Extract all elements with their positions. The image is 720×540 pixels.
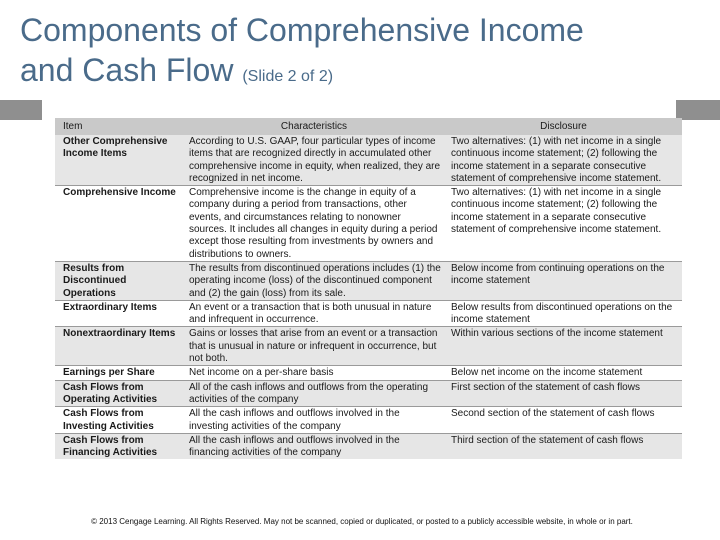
components-table — [55, 118, 682, 459]
row-item: Extraordinary Items — [63, 301, 157, 313]
copyright-footer: © 2013 Cengage Learning. All Rights Reserved. May not be scanned, copied or duplicated, or posted to a publicly accessible website, in whole or in part. — [91, 517, 633, 526]
row-characteristics: An event or a transaction that is both unusual in nature and infrequent in occurrence. — [189, 301, 432, 326]
row-characteristics: Comprehensive income is the change in equity of a company during a period from transactions, other events, and circumstances relating to nonowner sources. It includes all changes in equity during a period except those resulting from investments by owners and distributions to owners. — [189, 187, 438, 260]
row-characteristics: All the cash inflows and outflows involved in the investing activities of the company — [189, 408, 400, 432]
row-characteristics: All the cash inflows and outflows involved in the financing activities of the company — [189, 434, 400, 459]
row-disclosure: Two alternatives: (1) with net income in a single continuous income statement; (2) following the income statement in a separate consecutive statement of comprehensive income statement. — [451, 187, 662, 236]
header-disclosure: Disclosure — [540, 121, 587, 132]
row-characteristics: According to U.S. GAAP, four particular types of income items that are recognized directly in accumulated other comprehensive income in equity, when realized, they are recognized in net income. — [189, 136, 441, 184]
table-row — [55, 407, 682, 434]
accent-bar-right — [676, 100, 720, 120]
row-characteristics: Gains or losses that arise from an event or a transaction that is unusual in nature or infrequent in occurrence, but not both. — [189, 328, 438, 365]
table-row — [55, 366, 682, 380]
accent-bar-left — [0, 100, 42, 120]
row-disclosure: Third section of the statement of cash flows — [451, 434, 644, 446]
row-item: Nonextraordinary Items — [63, 328, 176, 340]
row-characteristics: Net income on a per-share basis — [189, 367, 334, 379]
table-row — [55, 433, 682, 459]
slide-title — [20, 10, 700, 97]
header-item: Item — [63, 121, 83, 132]
title-subtitle: (Slide 2 of 2) — [242, 68, 334, 85]
row-disclosure: Below results from discontinued operations on the income statement — [451, 301, 673, 326]
row-disclosure: Below net income on the income statement — [451, 367, 643, 379]
header-characteristics: Characteristics — [280, 121, 348, 132]
table-row — [55, 327, 682, 366]
table-row — [55, 261, 682, 300]
title-line-2-main: and Cash Flow — [20, 52, 234, 88]
row-item: Comprehensive Income — [63, 187, 176, 199]
row-item: Cash Flows from Investing Activities — [63, 408, 154, 432]
row-disclosure: Second section of the statement of cash flows — [451, 408, 655, 420]
row-item: Other Comprehensive Income Items — [63, 136, 168, 160]
row-item: Results from Discontinued Operations — [63, 262, 127, 299]
table-header-row — [55, 118, 682, 135]
row-item: Cash Flows from Operating Activities — [63, 381, 158, 405]
row-characteristics: All of the cash inflows and outflows from the operating activities of the company — [189, 381, 429, 405]
table-row — [55, 300, 682, 327]
row-disclosure: Below income from continuing operations on the income statement — [451, 262, 665, 287]
row-disclosure: Within various sections of the income statement — [451, 328, 663, 340]
row-characteristics: The results from discontinued operations includes (1) the operating income (loss) of the discontinued component and (2) the gain (loss) from its sale. — [189, 262, 441, 299]
table-row — [55, 186, 682, 262]
components-table-image — [55, 118, 682, 508]
row-item: Cash Flows from Financing Activities — [63, 434, 158, 459]
table-row — [55, 135, 682, 186]
row-item: Earnings per Share — [63, 367, 155, 379]
title-line-1: Components of Comprehensive Income — [20, 12, 584, 48]
table-row — [55, 380, 682, 407]
title-line-2 — [20, 50, 700, 97]
row-disclosure: Two alternatives: (1) with net income in a single continuous income statement; (2) following the income statement in a separate consecutive statement of comprehensive income statement. — [451, 136, 662, 184]
row-disclosure: First section of the statement of cash flows — [451, 381, 640, 393]
